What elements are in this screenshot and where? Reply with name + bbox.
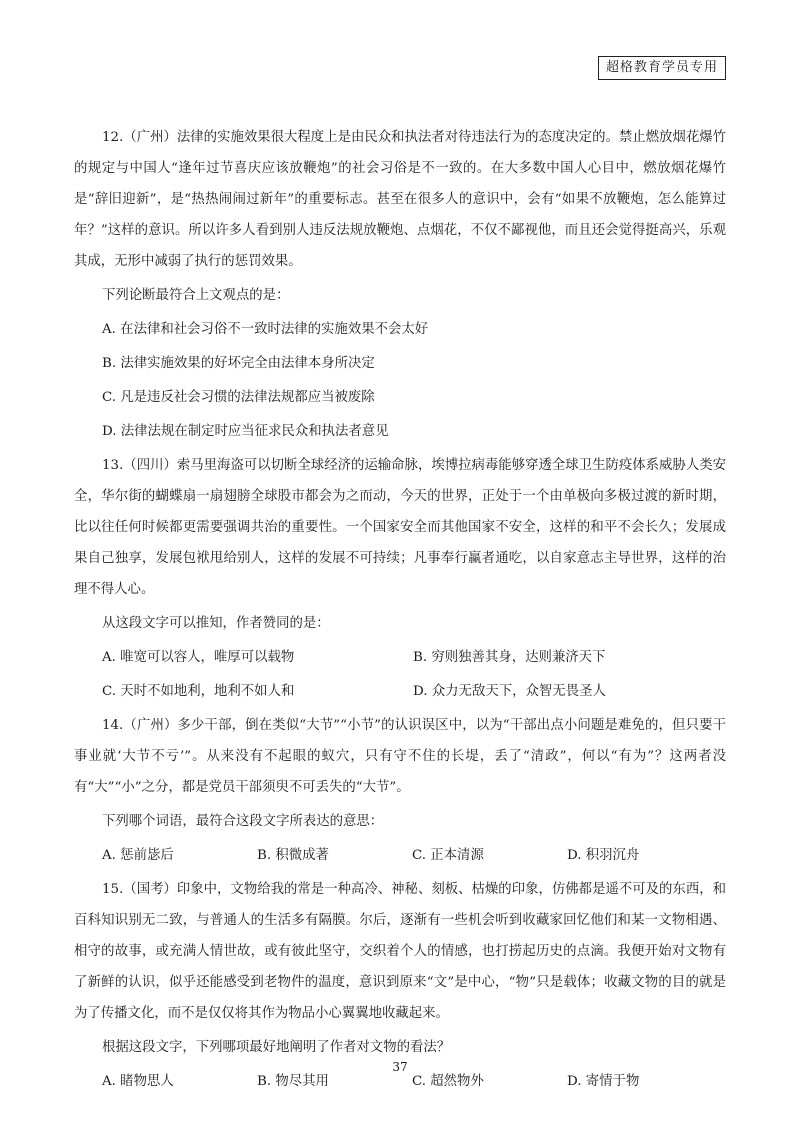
question-14-option-d[interactable]: D. 积羽沉舟 xyxy=(567,848,640,863)
question-12-option-a[interactable]: A. 在法律和社会习俗不一致时法律的实施效果不会太好 xyxy=(102,322,429,337)
header-label: 超格教育学员专用 xyxy=(598,56,726,80)
question-14-options xyxy=(74,840,726,871)
question-13-option-d[interactable]: D. 众力无敌天下，众智无畏圣人 xyxy=(413,684,606,699)
question-12-option-c[interactable]: C. 凡是违反社会习惯的法律法规都应当被废除 xyxy=(102,390,375,405)
question-15-prompt: 根据这段文字，下列哪项最好地阐明了作者对文物的看法？ xyxy=(102,1040,451,1055)
question-13 xyxy=(74,450,726,707)
question-15-stem: 15.（国考）印象中，文物给我的常是一种高冷、神秘、刻板、枯燥的印象，仿佛都是遥不可及的东西，和百科知识别无二致，与普通人的生活多有隔膜。尔后，逐渐有一些机会听到收藏家回忆他们和某一文物相遇、相守的故事，或充满人情世故，或有彼此坚守，交织着个人的情感，也打捞起历史的点滴。我便开始对文物有了新鲜的认识，似乎还能感受到老物件的温度，意识到原来“文”是中心，“物”只是载体；收藏文物的目的就是为了传播文化，而不是仅仅将其作为物品小心翼翼地收藏起来。 xyxy=(74,882,726,1021)
question-15-option-a[interactable]: A. 睹物思人 xyxy=(102,1074,174,1089)
question-14-option-b[interactable]: B. 积微成著 xyxy=(257,848,329,863)
question-12-option-d[interactable]: D. 法律法规在制定时应当征求民众和执法者意见 xyxy=(102,424,389,439)
question-13-options-row2 xyxy=(74,676,726,707)
question-15-option-b[interactable]: B. 物尽其用 xyxy=(257,1074,329,1089)
question-13-option-c[interactable]: C. 天时不如地利，地利不如人和 xyxy=(102,684,295,699)
question-13-option-a[interactable]: A. 唯宽可以容人，唯厚可以载物 xyxy=(102,650,295,665)
question-15-option-c[interactable]: C. 超然物外 xyxy=(412,1074,484,1089)
question-14 xyxy=(74,710,726,871)
page-number: 37 xyxy=(392,1060,408,1074)
question-12 xyxy=(74,122,726,447)
question-14-option-c[interactable]: C. 正本清源 xyxy=(412,848,484,863)
question-13-stem: 13.（四川）索马里海盗可以切断全球经济的运输命脉，埃博拉病毒能够穿透全球卫生防疫体系威胁人类安全，华尔街的蝴蝶扇一扇翅膀全球股市都会为之而动，今天的世界，正处于一个由单极向多极过渡的新时期，比以往任何时候都更需要强调共治的重要性。一个国家安全而其他国家不安全，这样的和平不会长久；发展成果自己独享，发展包袱甩给别人，这样的发展不可持续；凡事奉行赢者通吃，以自家意志主导世界，这样的治理不得人心。 xyxy=(74,458,726,597)
question-13-prompt: 从这段文字可以推知，作者赞同的是： xyxy=(102,616,330,631)
question-12-option-b[interactable]: B. 法律实施效果的好坏完全由法律本身所决定 xyxy=(102,356,375,371)
question-14-stem: 14.（广州）多少干部，倒在类似“大节”“小节”的认识误区中，以为“干部出点小问题是难免的，但只要干事业就‘大节不亏’”。从来没有不起眼的蚁穴，只有守不住的长堤，丢了“清政”，何以“有为”？这两者没有“大”“小”之分，都是党员干部须臾不可丢失的“大节”。 xyxy=(74,718,726,795)
question-14-prompt: 下列哪个词语，最符合这段文字所表达的意思： xyxy=(102,814,384,829)
question-13-option-b[interactable]: B. 穷则独善其身，达则兼济天下 xyxy=(413,650,606,665)
question-list xyxy=(74,122,726,1100)
question-13-options xyxy=(74,642,726,673)
question-15-option-d[interactable]: D. 寄情于物 xyxy=(567,1074,640,1089)
question-12-prompt: 下列论断最符合上文观点的是： xyxy=(102,288,290,303)
question-12-stem: 12.（广州）法律的实施效果很大程度上是由民众和执法者对待违法行为的态度决定的。禁止燃放烟花爆竹的规定与中国人“逢年过节喜庆应该放鞭炮”的社会习俗是不一致的。在大多数中国人心目中，燃放烟花爆竹是“辞旧迎新”，是“热热闹闹过新年”的重要标志。甚至在很多人的意识中，会有“如果不放鞭炮，怎么能算过年？”这样的意识。所以许多人看到别人违反法规放鞭炮、点烟花，不仅不鄙视他，而且还会觉得挺高兴，乐观其成，无形中减弱了执行的惩罚效果。 xyxy=(74,130,726,269)
question-14-option-a[interactable]: A. 惩前毖后 xyxy=(102,848,174,863)
